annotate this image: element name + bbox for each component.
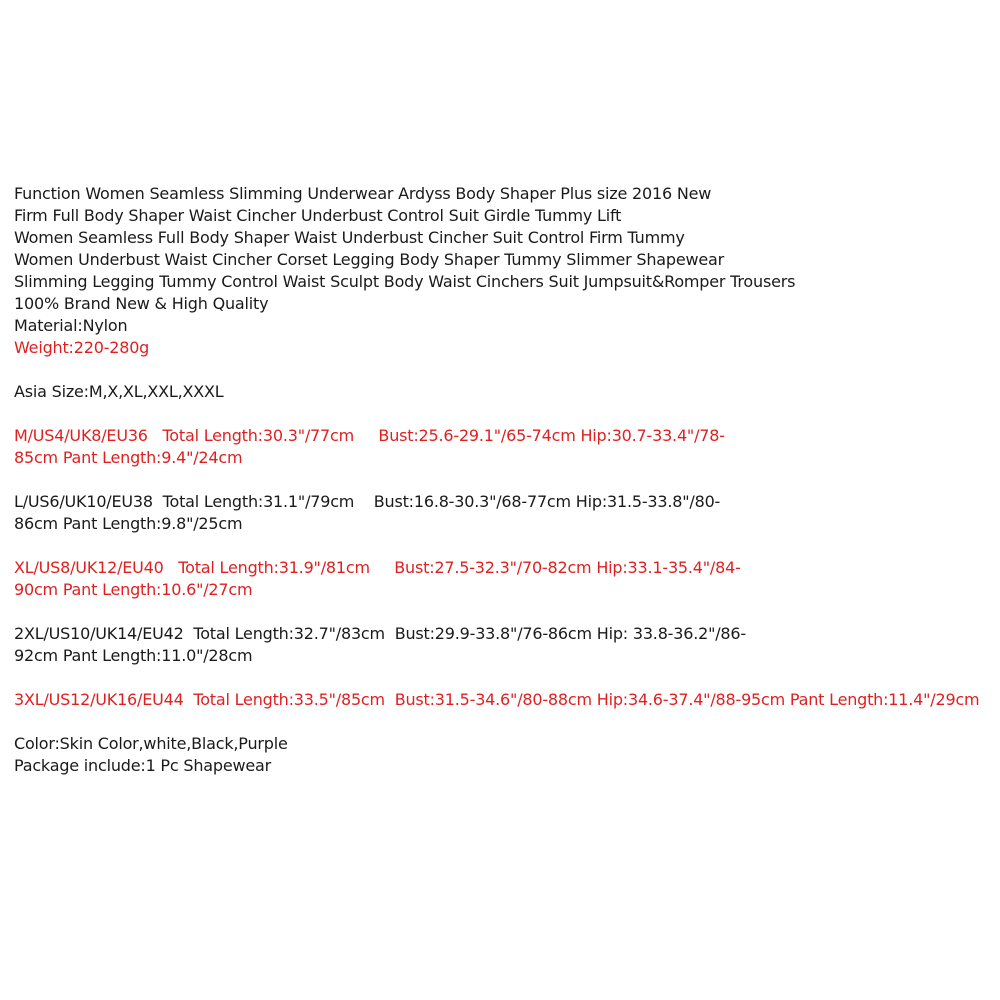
size-row-line: L/US6/UK10/EU38 Total Length:31.1"/79cm Bust:16.8-30.3"/68-77cm Hip:31.5-33.8"/80- (14, 492, 721, 511)
size-row-line: XL/US8/UK12/EU40 Total Length:31.9"/81cm Bust:27.5-32.3"/70-82cm Hip:33.1-35.4"/84- (14, 558, 741, 577)
size-row-xl (14, 557, 994, 601)
product-description (14, 183, 994, 777)
size-row-line: 92cm Pant Length:11.0"/28cm (14, 646, 253, 665)
intro-block (14, 183, 994, 315)
asia-size-line: Asia Size:M,X,XL,XXL,XXXL (14, 382, 224, 401)
package-line: Package include:1 Pc Shapewear (14, 756, 271, 775)
spacer (14, 403, 994, 425)
spacer (14, 601, 994, 623)
size-row-m (14, 425, 994, 469)
intro-line: Women Underbust Waist Cincher Corset Legging Body Shaper Tummy Slimmer Shapewear (14, 250, 724, 269)
size-row-2xl (14, 623, 994, 667)
size-row-line: 85cm Pant Length:9.4"/24cm (14, 448, 243, 467)
spacer (14, 711, 994, 733)
size-row-line: M/US4/UK8/EU36 Total Length:30.3"/77cm Bust:25.6-29.1"/65-74cm Hip:30.7-33.4"/78- (14, 426, 725, 445)
size-row-3xl (14, 689, 994, 711)
color-line: Color:Skin Color,white,Black,Purple (14, 734, 288, 753)
spacer (14, 359, 994, 381)
size-row-line: 86cm Pant Length:9.8"/25cm (14, 514, 243, 533)
spacer (14, 535, 994, 557)
spacer (14, 469, 994, 491)
size-row-line: 90cm Pant Length:10.6"/27cm (14, 580, 253, 599)
material-line: Material:Nylon (14, 316, 128, 335)
size-row-line: 2XL/US10/UK14/EU42 Total Length:32.7"/83cm Bust:29.9-33.8"/76-86cm Hip: 33.8-36.2"/86- (14, 624, 746, 643)
weight-line: Weight:220-280g (14, 338, 150, 357)
intro-line: 100% Brand New & High Quality (14, 294, 269, 313)
size-row-l (14, 491, 994, 535)
size-row-line: 3XL/US12/UK16/EU44 Total Length:33.5"/85cm Bust:31.5-34.6"/80-88cm Hip:34.6-37.4"/88-95cm Pant Length:11.4"/29cm (14, 690, 980, 709)
spacer (14, 667, 994, 689)
intro-line: Women Seamless Full Body Shaper Waist Underbust Cincher Suit Control Firm Tummy (14, 228, 685, 247)
intro-line: Slimming Legging Tummy Control Waist Sculpt Body Waist Cinchers Suit Jumpsuit&Romper Trousers (14, 272, 796, 291)
intro-line: Firm Full Body Shaper Waist Cincher Underbust Control Suit Girdle Tummy Lift (14, 206, 622, 225)
intro-line: Function Women Seamless Slimming Underwear Ardyss Body Shaper Plus size 2016 New (14, 184, 712, 203)
